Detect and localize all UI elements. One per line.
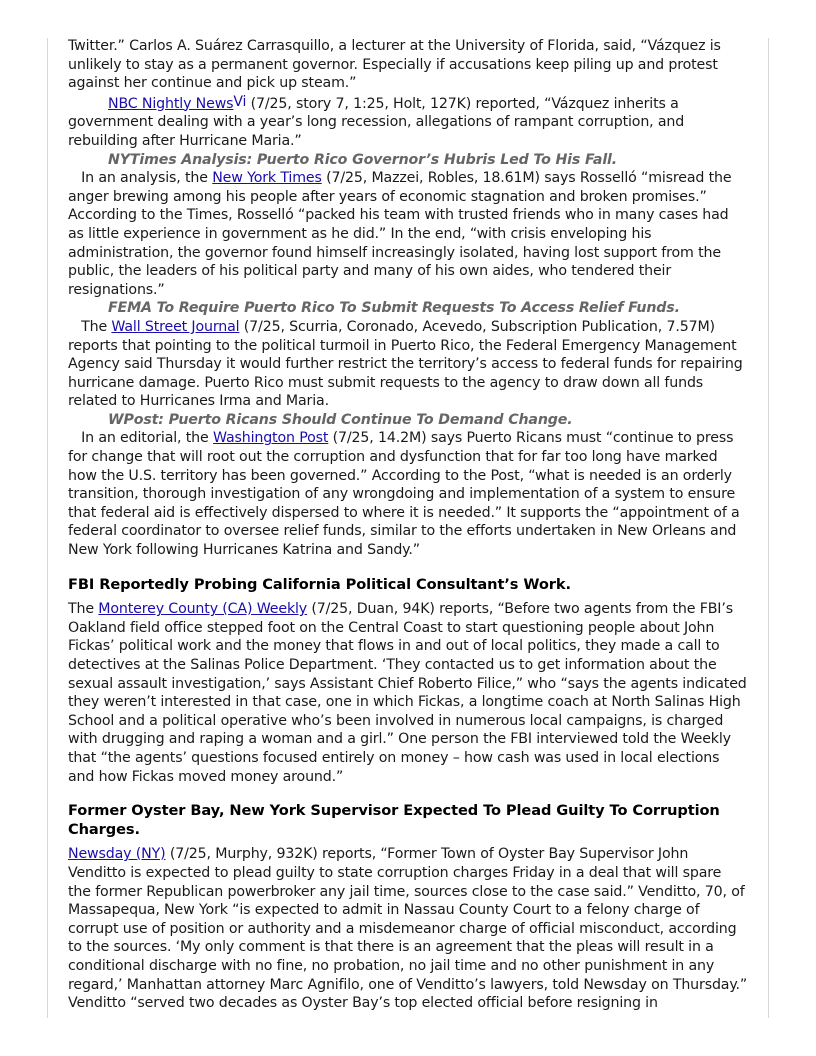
nbc-paragraph: [68, 93, 748, 151]
oyster-paragraph: [68, 845, 748, 1012]
oyster-headline: Former Oyster Bay, New York Supervisor Expected To Plead Guilty To Corruption Charges.: [68, 802, 720, 838]
fema-lead: The: [68, 318, 112, 335]
wpost-paragraph: [68, 411, 748, 560]
nbc-body: (7/25, story 7, 1:25, Holt, 127K) reported, “Vázquez inherits a government dealing with a year’s long recession, allegations of rampant corruption, and rebuilding after Hurricane Maria.”: [68, 95, 685, 149]
wpost-source-link[interactable]: Washington Post: [212, 430, 329, 447]
newsday-source-link[interactable]: Newsday (NY): [68, 846, 166, 863]
video-link-icon[interactable]: Vi: [233, 93, 247, 110]
monterey-source-link[interactable]: Monterey County (CA) Weekly: [98, 601, 308, 618]
wpost-kicker: WPost: Puerto Ricans Should Continue To Demand Change.: [108, 411, 573, 428]
fema-paragraph: [68, 299, 748, 411]
nyt-body: (7/25, Mazzei, Robles, 18.61M) says Rosselló “misread the anger brewing among his people after years of economic stagnation and broken promises.” According to the Times, Rosselló “packed his team with trusted friends who in many cases had as little experience in government as he did.” In the end, “with crisis enveloping his administration, the governor found himself increasingly isolated, having lost support from the public, the leaders of his political party and many of his own aides, who tendered their resignations.”: [68, 170, 732, 298]
nyt-source-link[interactable]: New York Times: [212, 170, 322, 187]
nyt-lead: In an analysis, the: [68, 170, 213, 187]
fbi-headline: FBI Reportedly Probing California Political Consultant’s Work.: [68, 575, 571, 593]
fema-body: (7/25, Scurria, Coronado, Acevedo, Subscription Publication, 7.57M) reports that pointing to the political turmoil in Puerto Rico, the Federal Emergency Management Agency said Thursday it would further restrict the territory’s access to federal funds for repairing hurricane damage. Puerto Rico must submit requests to the agency to draw down all funds related to Hurricanes Irma and Maria.: [68, 318, 743, 410]
document-page: [68, 37, 748, 1013]
fbi-body: (7/25, Duan, 94K) reports, “Before two agents from the FBI’s Oakland field office stepped foot on the Central Coast to start questioning people about John Fickas’ political work and the money that flows in and out of local politics, they made a call to detectives at the Salinas Police Department. ‘They contacted us to get information about the sexual assault investigation,’ says Assistant Chief Roberto Filice,” who “says the agents indicated they weren’t interested in that case, one in which Fickas, a longtime coach at North Salinas High School and a political operative who’s been involved in numerous local campaigns, is charged with drugging and raping a woman and a girl.” One person the FBI interviewed told the Weekly that “the agents’ questions focused entirely on money – how cash was used in local elections and how Fickas moved money around.”: [68, 601, 747, 785]
wpost-body: (7/25, 14.2M) says Puerto Ricans must “continue to press for change that will root out the corruption and dysfunction that for far too long have marked how the U.S. territory has been governed.” According to the Post, “what is needed is an orderly transition, thorough investigation of any wrongdoing and implementation of a system to ensure that federal aid is effectively dispersed to where it is needed.” It supports the “appointment of a federal coordinator to oversee relief funds, similar to the efforts undertaken in New Orleans and New York following Hurricanes Katrina and Sandy.”: [68, 430, 740, 559]
nyt-paragraph: [68, 151, 748, 300]
wsj-source-link[interactable]: Wall Street Journal: [111, 318, 240, 335]
nyt-kicker: NYTimes Analysis: Puerto Rico Governor’s Hubris Led To His Fall.: [108, 151, 617, 168]
continuation-paragraph: Twitter.” Carlos A. Suárez Carrasquillo, a lecturer at the University of Florida, said, “Vázquez is unlikely to stay as a permanent governor. Especially if accusations keep piling up and protest against her continue and pick up steam.”: [68, 38, 721, 92]
fbi-paragraph: [68, 600, 748, 786]
oyster-body: (7/25, Murphy, 932K) reports, “Former Town of Oyster Bay Supervisor John Venditto is expected to plead guilty to state corruption charges Friday in a deal that will spare the former Republican powerbroker any jail time, sources close to the case said.” Venditto, 70, of Massapequa, New York “is expected to admit in Nassau County Court to a felony charge of corrupt use of position or authority and a misdemeanor charge of official misconduct, according to the sources. ‘My only comment is that there is an agreement that the pleas will result in a conditional discharge with no fine, no probation, no jail time and no other punishment in any regard,’ Manhattan attorney Marc Agnifilo, one of Venditto’s lawyers, told Newsday on Thursday.” Venditto “served two decades as Oyster Bay’s top elected official before resigning in: [68, 846, 748, 1012]
wpost-lead: In an editorial, the: [68, 430, 213, 447]
fbi-lead: The: [68, 601, 99, 618]
left-margin-rule: [47, 38, 48, 1018]
right-margin-rule: [768, 38, 769, 1018]
fema-kicker: FEMA To Require Puerto Rico To Submit Requests To Access Relief Funds.: [108, 300, 680, 317]
nbc-source-link[interactable]: NBC Nightly News: [108, 95, 234, 112]
